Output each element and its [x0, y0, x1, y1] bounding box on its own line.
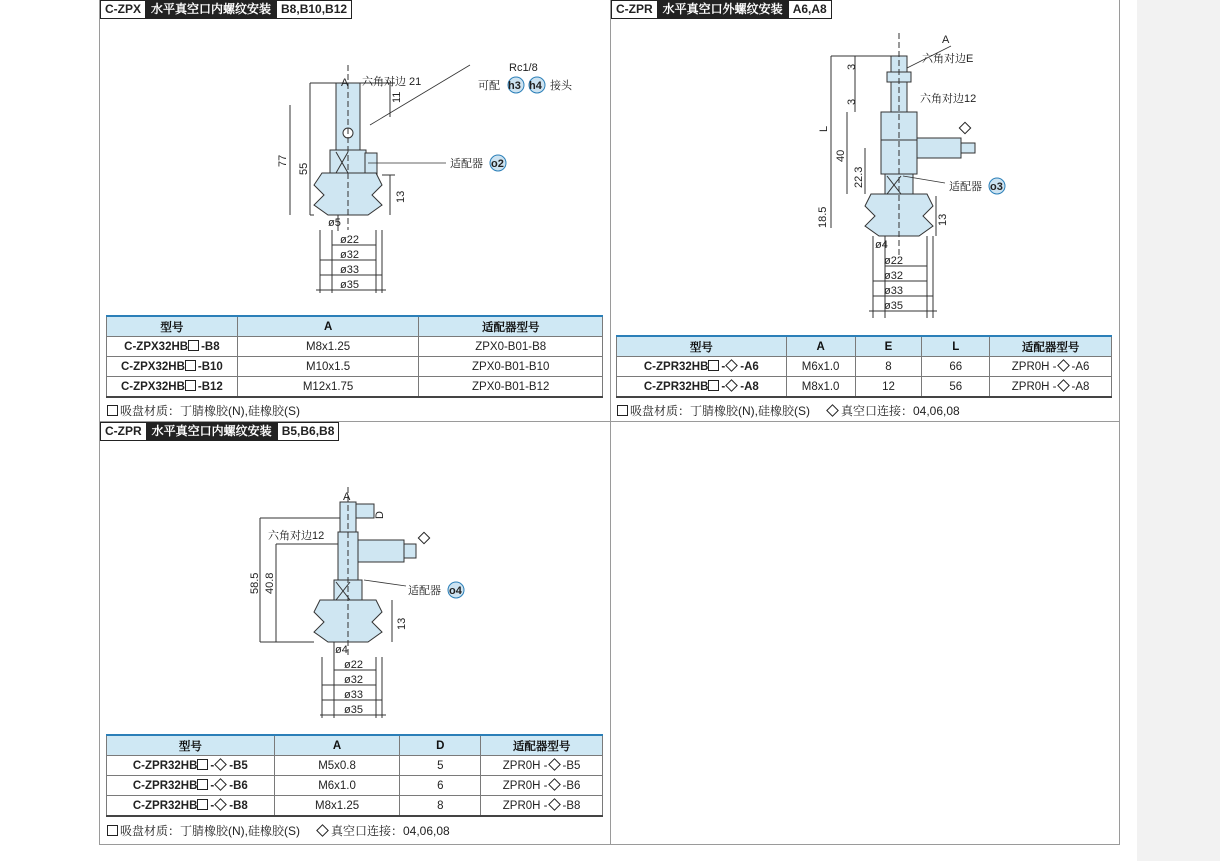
a-cell: M5x0.8	[274, 756, 400, 776]
label-jietou: 接头	[550, 80, 572, 92]
label-a: A	[341, 77, 349, 89]
drawing-zpr-internal	[240, 482, 480, 727]
dim-d32: ø32	[340, 249, 359, 261]
model-cell: C-ZPX32HB -B10	[107, 357, 238, 377]
adapter-cell: ZPR0H - -B6	[481, 776, 603, 796]
title-sizes: B5,B6,B8	[277, 422, 340, 441]
spec-table-zpr-internal	[106, 734, 603, 817]
col-header: 适配器型号	[419, 316, 603, 337]
diamond-outline-icon	[214, 778, 227, 791]
panel-title	[100, 0, 352, 19]
a-cell: M8x1.25	[274, 796, 400, 817]
dim-77: 77	[277, 154, 289, 167]
col-header: A	[786, 336, 855, 357]
diamond-outline-icon	[725, 379, 738, 392]
diamond-outline-icon	[1057, 359, 1070, 372]
label-hex-21: 六角对边 21	[362, 76, 422, 88]
dim-18-5: 18.5	[817, 206, 829, 228]
square-outline-icon	[188, 340, 199, 351]
e-cell: 12	[855, 377, 922, 398]
dim-13: 13	[396, 617, 408, 630]
model-cell: C-ZPR32HB - -B6	[107, 776, 275, 796]
panel-zpr-internal	[100, 422, 610, 845]
col-header: D	[400, 735, 481, 756]
col-header: 型号	[617, 336, 787, 357]
adapter-cell: ZPX0-B01-B12	[419, 377, 603, 398]
dim-13: 13	[395, 190, 407, 203]
diamond-outline-icon	[548, 778, 561, 791]
dim-d35: ø35	[884, 300, 903, 312]
model-cell: C-ZPR32HB - -A8	[617, 377, 787, 398]
table-row	[107, 796, 603, 817]
adapter-cell: ZPX0-B01-B8	[419, 337, 603, 357]
dim-d32: ø32	[884, 270, 903, 282]
diamond-outline-icon	[316, 824, 329, 837]
dim-58-5: 58.5	[249, 572, 261, 594]
badge-o3: o3	[990, 181, 1003, 193]
dim-d35: ø35	[344, 704, 363, 716]
drawing-zpx	[250, 55, 572, 300]
label-adapter: 适配器	[408, 585, 441, 597]
table-row	[107, 337, 603, 357]
dim-d4: ø4	[335, 644, 348, 656]
col-header: A	[274, 735, 400, 756]
square-outline-icon	[197, 799, 208, 810]
material-port-note: 吸盘材质：丁腈橡胶(N),硅橡胶(S) 真空口连接：04,06,08	[617, 402, 960, 419]
dim-40: 40	[835, 149, 847, 162]
square-outline-icon	[708, 360, 719, 371]
diamond-outline-icon	[418, 532, 429, 543]
label-hex-e: 六角对边E	[922, 53, 974, 65]
square-outline-icon	[185, 360, 196, 371]
panel-title	[611, 0, 832, 19]
diamond-outline-icon	[548, 798, 561, 811]
label-adapter: 适配器	[949, 181, 982, 193]
label-hex-12: 六角对边12	[268, 530, 325, 542]
spec-table-zpx	[106, 315, 603, 398]
dim-55: 55	[298, 162, 310, 175]
col-header: 适配器型号	[990, 336, 1112, 357]
label-adapter: 适配器	[450, 158, 483, 170]
model-cell: C-ZPR32HB - -B8	[107, 796, 275, 817]
material-note: 吸盘材质：丁腈橡胶(N),硅橡胶(S)	[107, 402, 300, 419]
square-outline-icon	[617, 405, 628, 416]
dim-d33: ø33	[344, 689, 363, 701]
col-header: 型号	[107, 316, 238, 337]
right-margin-strip	[1137, 0, 1220, 861]
table-row	[107, 377, 603, 398]
adapter-cell: ZPR0H - -A8	[990, 377, 1112, 398]
dim-d22: ø22	[340, 234, 359, 246]
dim-d35: ø35	[340, 279, 359, 291]
a-cell: M6x1.0	[274, 776, 400, 796]
col-header: 适配器型号	[481, 735, 603, 756]
title-sizes: A6,A8	[788, 0, 832, 19]
badge-h3: h3	[508, 80, 521, 92]
diamond-outline-icon	[214, 758, 227, 771]
title-description: 水平真空口内螺纹安装	[146, 0, 276, 19]
title-sizes: B8,B10,B12	[276, 0, 352, 19]
drawing-zpr-external	[811, 28, 1051, 320]
title-code: C-ZPR	[100, 422, 147, 441]
title-code: C-ZPR	[611, 0, 658, 19]
dim-d5: ø5	[328, 217, 341, 229]
panel-zpr-external	[611, 0, 1119, 421]
label-a: A	[942, 34, 950, 46]
table-row	[107, 776, 603, 796]
dim-d32: ø32	[344, 674, 363, 686]
square-outline-icon	[708, 380, 719, 391]
dim-d33: ø33	[884, 285, 903, 297]
square-outline-icon	[185, 380, 196, 391]
label-d: D	[374, 511, 386, 519]
diamond-outline-icon	[1057, 379, 1070, 392]
adapter-cell: ZPX0-B01-B10	[419, 357, 603, 377]
table-row	[107, 357, 603, 377]
e-cell: 8	[855, 357, 922, 377]
dim-l: L	[818, 125, 830, 132]
table-row	[107, 756, 603, 776]
l-cell: 66	[922, 357, 990, 377]
dim-13: 13	[937, 213, 949, 226]
spec-table-zpr-external	[616, 335, 1112, 398]
adapter-cell: ZPR0H - -B8	[481, 796, 603, 817]
dim-d22: ø22	[884, 255, 903, 267]
square-outline-icon	[197, 779, 208, 790]
diamond-outline-icon	[959, 122, 970, 133]
table-row	[617, 357, 1112, 377]
a-cell: M8x1.25	[237, 337, 419, 357]
material-port-note: 吸盘材质：丁腈橡胶(N),硅橡胶(S) 真空口连接：04,06,08	[107, 822, 450, 839]
diamond-outline-icon	[214, 798, 227, 811]
dim-40-8: 40.8	[264, 572, 276, 594]
badge-o2: o2	[491, 158, 504, 170]
table-row	[617, 377, 1112, 398]
a-cell: M10x1.5	[237, 357, 419, 377]
square-outline-icon	[107, 825, 118, 836]
title-description: 水平真空口外螺纹安装	[658, 0, 788, 19]
col-header: A	[237, 316, 419, 337]
d-cell: 8	[400, 796, 481, 817]
model-cell: C-ZPR32HB - -A6	[617, 357, 787, 377]
l-cell: 56	[922, 377, 990, 398]
dim-3a: 3	[846, 63, 858, 70]
diamond-outline-icon	[826, 404, 839, 417]
label-a: A	[343, 491, 351, 503]
square-outline-icon	[197, 759, 208, 770]
dim-d4: ø4	[875, 239, 888, 251]
title-description: 水平真空口内螺纹安装	[147, 422, 277, 441]
label-rc18: Rc1/8	[509, 62, 538, 74]
col-header: 型号	[107, 735, 275, 756]
adapter-cell: ZPR0H - -B5	[481, 756, 603, 776]
a-cell: M12x1.75	[237, 377, 419, 398]
dim-d22: ø22	[344, 659, 363, 671]
model-cell: C-ZPR32HB - -B5	[107, 756, 275, 776]
a-cell: M8x1.0	[786, 377, 855, 398]
a-cell: M6x1.0	[786, 357, 855, 377]
dim-11: 11	[391, 91, 403, 103]
dim-d33: ø33	[340, 264, 359, 276]
square-outline-icon	[107, 405, 118, 416]
col-header: L	[922, 336, 990, 357]
model-cell: C-ZPX32HB -B12	[107, 377, 238, 398]
dim-22-3: 22.3	[853, 166, 865, 188]
diamond-outline-icon	[548, 758, 561, 771]
panel-title	[100, 422, 339, 441]
adapter-cell: ZPR0H - -A6	[990, 357, 1112, 377]
label-hex-12: 六角对边12	[920, 93, 977, 105]
dim-3b: 3	[846, 98, 858, 105]
d-cell: 6	[400, 776, 481, 796]
model-cell: C-ZPX32HB -B8	[107, 337, 238, 357]
badge-h4: h4	[529, 80, 542, 92]
col-header: E	[855, 336, 922, 357]
badge-o4: o4	[449, 585, 462, 597]
diamond-outline-icon	[725, 359, 738, 372]
label-kepei: 可配	[478, 80, 500, 92]
panel-zpx	[100, 0, 610, 421]
d-cell: 5	[400, 756, 481, 776]
title-code: C-ZPX	[100, 0, 146, 19]
